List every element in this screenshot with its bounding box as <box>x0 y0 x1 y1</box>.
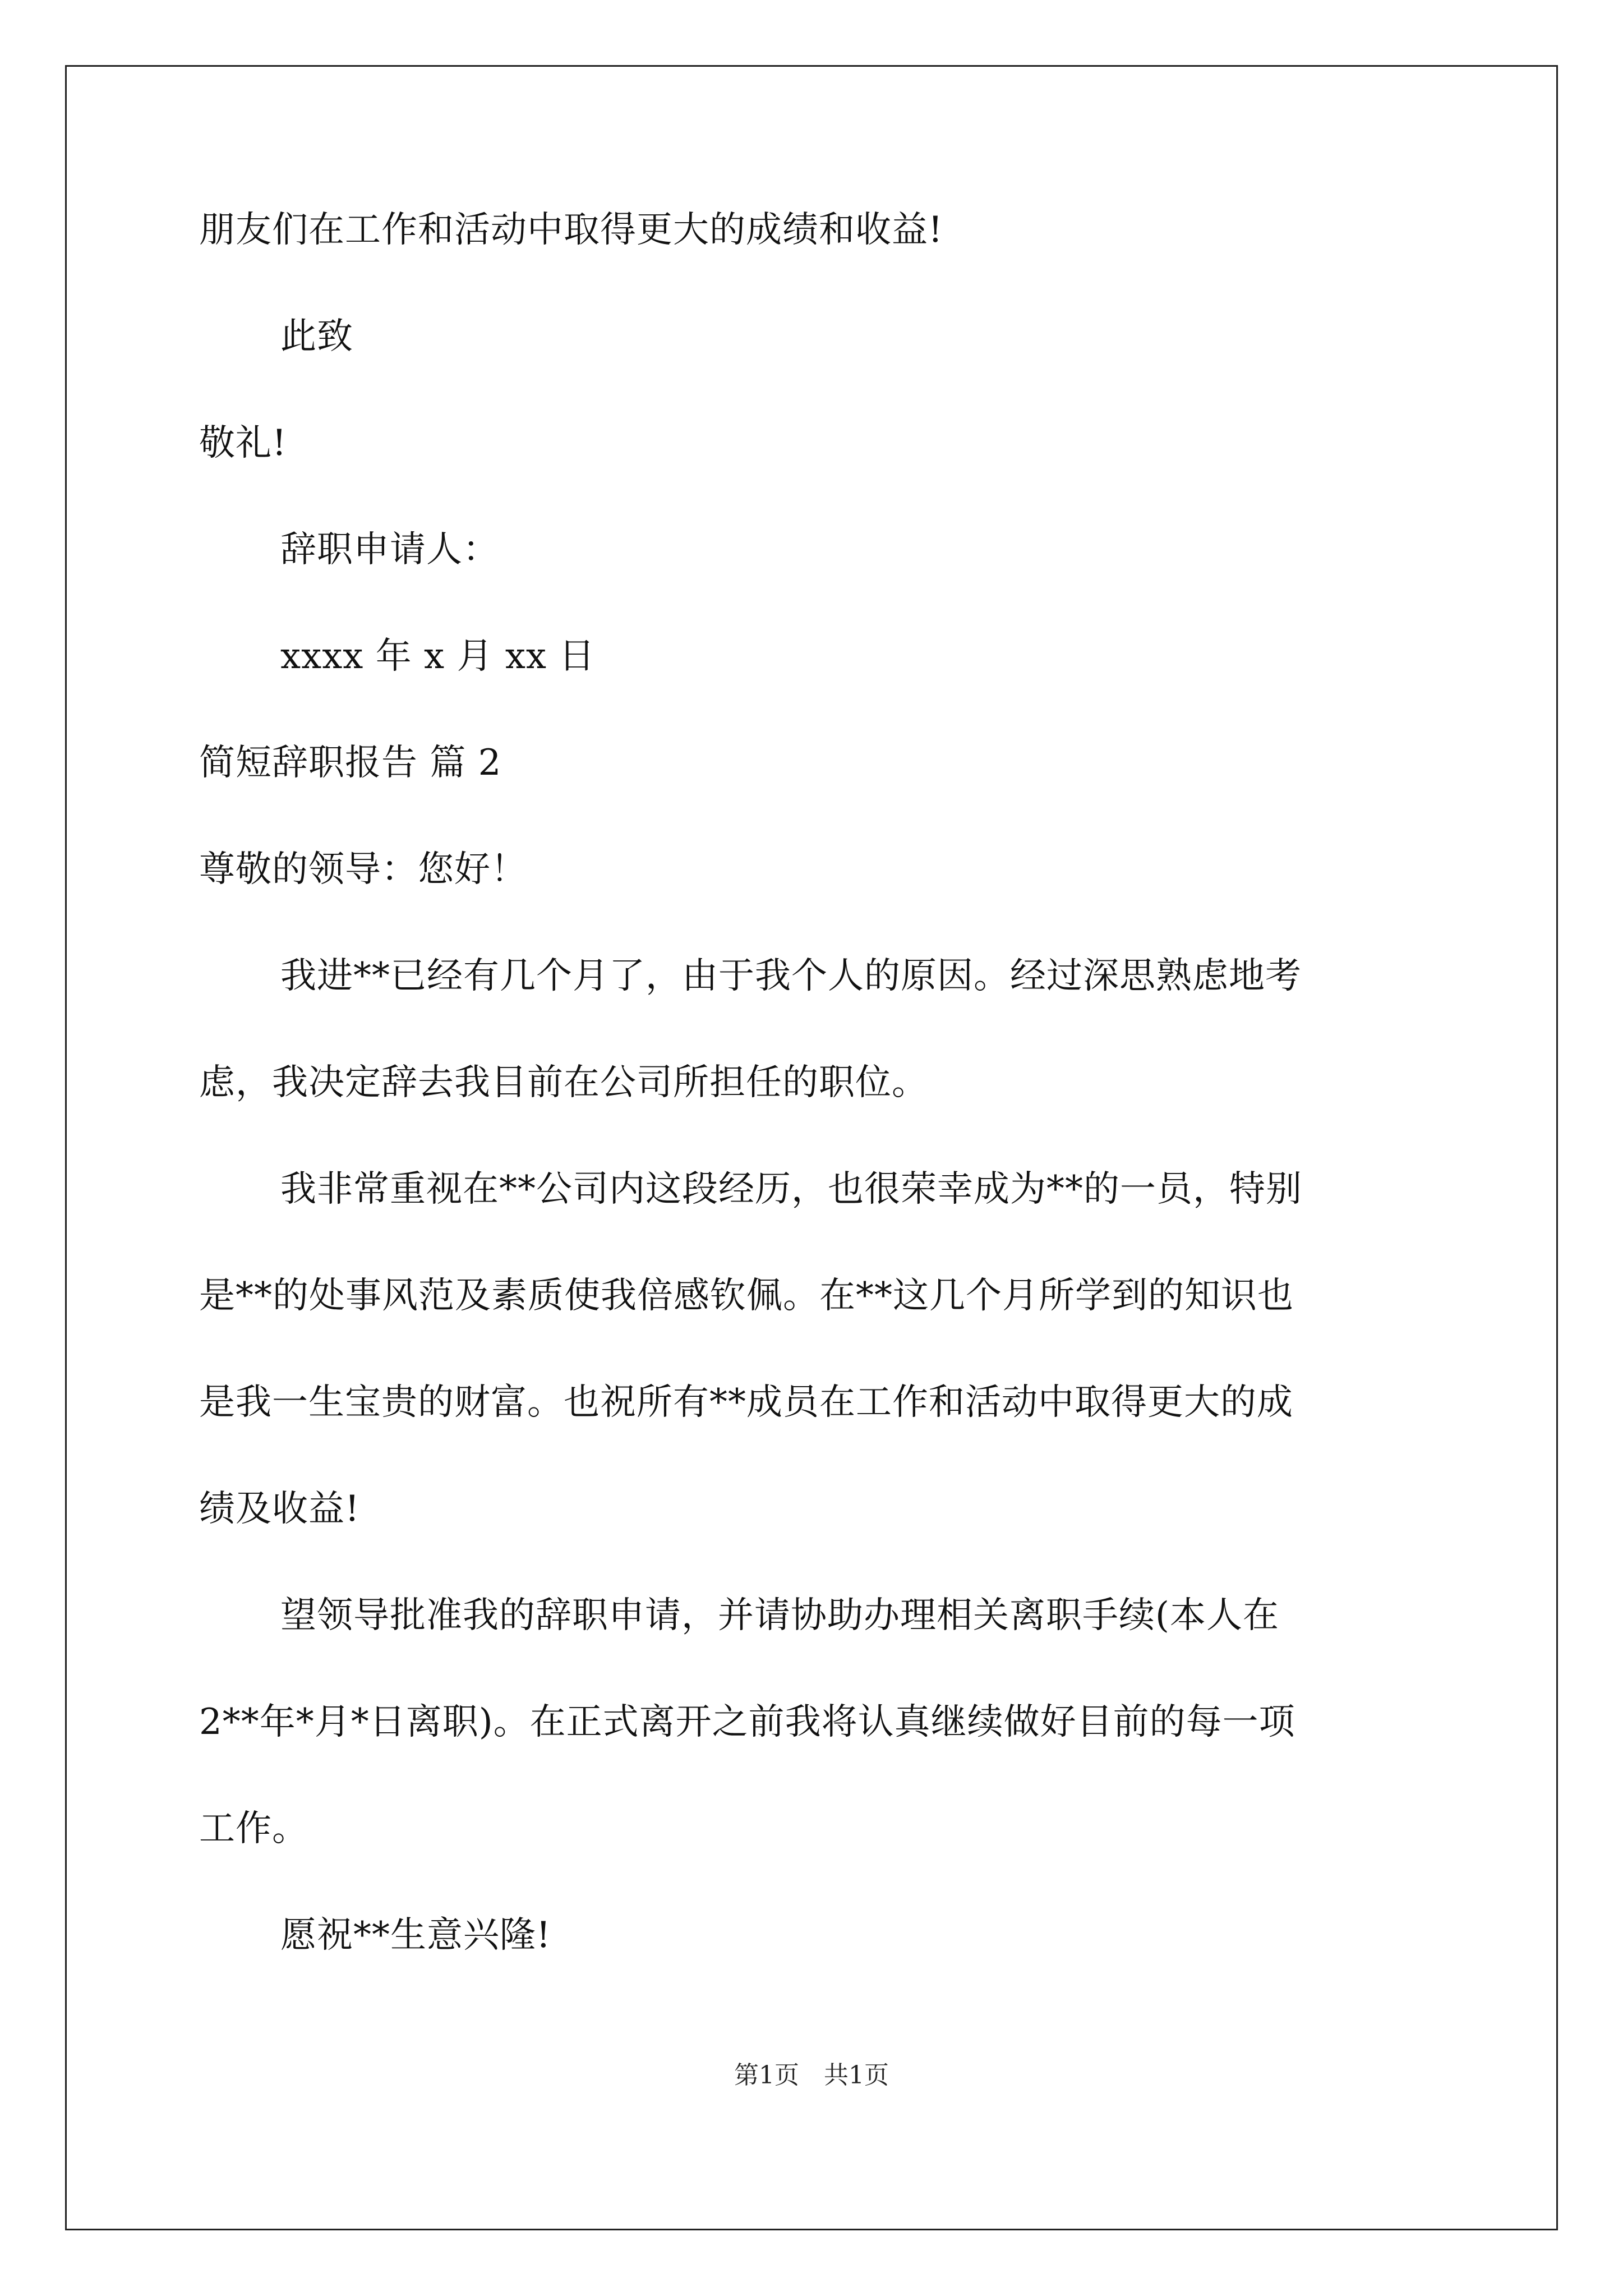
paragraph-2-line-4: 绩及收益! <box>199 1488 360 1530</box>
paragraph-3-line-1: 望领导批准我的辞职申请，并请协助办理相关离职手续(本人在 <box>280 1595 1279 1636</box>
paragraph-1-line-1: 我进**已经有几个月了，由于我个人的原因。经过深思熟虑地考 <box>280 955 1302 997</box>
salutation-closing: 此致 <box>280 316 353 357</box>
applicant-label: 辞职申请人： <box>280 529 499 570</box>
greeting: 尊敬的领导：您好！ <box>199 849 527 890</box>
paragraph-2-line-3: 是我一生宝贵的财富。也祝所有**成员在工作和活动中取得更大的成 <box>199 1382 1293 1423</box>
paragraph-2-line-2: 是**的处事风范及素质使我倍感钦佩。在**这几个月所学到的知识也 <box>199 1275 1294 1317</box>
date-line: xxxx 年 x 月 xx 日 <box>280 636 596 677</box>
text-line-continuation: 朋友们在工作和活动中取得更大的成绩和收益! <box>199 209 943 251</box>
section-title: 简短辞职报告 篇 2 <box>199 742 502 784</box>
closing-wish: 愿祝**生意兴隆! <box>280 1915 551 1956</box>
paragraph-2-line-1: 我非常重视在**公司内这段经历，也很荣幸成为**的一员，特别 <box>280 1168 1302 1210</box>
paragraph-1-line-2: 虑，我决定辞去我目前在公司所担任的职位。 <box>199 1062 928 1103</box>
page-border <box>65 65 1558 2230</box>
page-number-footer: 第1页 共1页 <box>734 2061 889 2090</box>
paragraph-3-line-2: 2**年*月*日离职)。在正式离开之前我将认真继续做好目前的每一项 <box>199 1701 1295 1743</box>
paragraph-3-line-3: 工作。 <box>199 1808 308 1849</box>
salutation-respect: 敬礼! <box>199 422 287 464</box>
